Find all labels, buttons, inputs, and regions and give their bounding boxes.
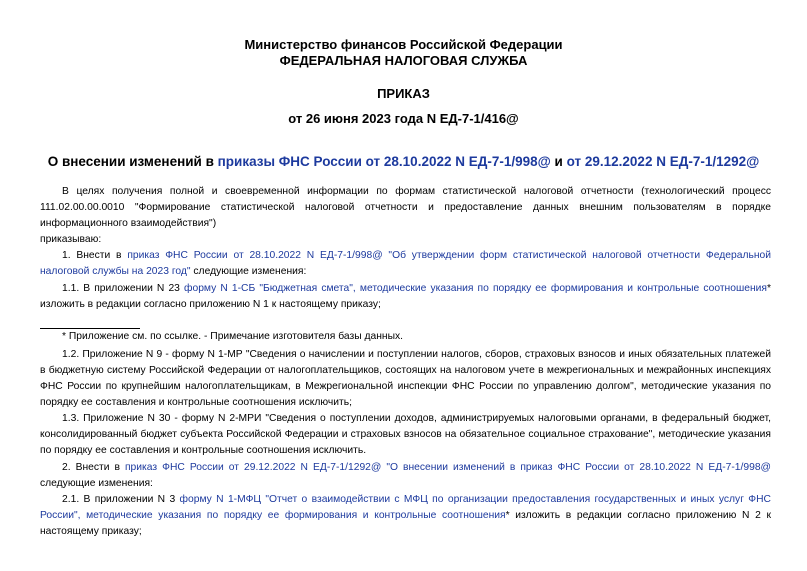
paragraph-2-suffix: следующие изменения: (40, 477, 153, 489)
title-link-order-1292[interactable]: от 29.12.2022 N ЕД-7-1/1292@ (566, 154, 760, 169)
paragraph-2 (40, 460, 771, 492)
title-prefix: О внесении изменений в (47, 154, 218, 169)
ministry-name: Министерство финансов Российской Федерации (244, 37, 563, 52)
document-date-number: от 26 июня 2023 года N ЕД-7-1/416@ (288, 111, 519, 126)
service-name: ФЕДЕРАЛЬНАЯ НАЛОГОВАЯ СЛУЖБА (279, 53, 528, 68)
paragraph-1-prefix: 1. Внести в (62, 250, 128, 262)
paragraph-1-1 (40, 281, 771, 313)
order-word: приказываю: (40, 234, 102, 246)
paragraph-1-suffix: следующие изменения: (190, 266, 307, 278)
paragraph-1-1-link[interactable]: форму N 1-СБ "Бюджетная смета", методические указания по порядку ее формирования и контрольные соотношения (184, 282, 767, 294)
paragraph-1-1-prefix: 1.1. В приложении N 23 (62, 282, 184, 294)
title-link-order-998[interactable]: приказы ФНС России от 28.10.2022 N ЕД-7-1/998@ (217, 154, 551, 169)
title-middle: и (550, 154, 567, 169)
footnote: * Приложение см. по ссылке. - Примечание изготовителя базы данных. (62, 330, 404, 342)
paragraph-1-link[interactable]: приказ ФНС России от 28.10.2022 N ЕД-7-1/998@ "Об утверждении форм статистической налоговой отчетности Федеральной налоговой службы на 2023 год" (40, 250, 771, 278)
paragraph-1-1-suffix: * изложить в редакции согласно приложению N 1 к настоящему приказу; (40, 282, 771, 310)
paragraph-2-prefix: 2. Внести в (62, 461, 125, 473)
paragraph-2-1 (40, 492, 771, 540)
paragraph-2-1-prefix: 2.1. В приложении N 3 (62, 493, 180, 505)
paragraph-1-2: 1.2. Приложение N 9 - форму N 1-МР "Сведения о начислении и поступлении налогов, сборов, страховых взносов и иных обязательных платежей в бюджетную систему Российской Федерации от налогоплательщиков, состоящих на налоговом учете в межрегиональных и межрайонных инспекциях ФНС России по крупнейшим налогоплательщикам, в Межрегиональной инспекции ФНС России по управлению долгом", методические указания по порядку ее составления и контрольные соотношения исключить; (40, 348, 771, 409)
paragraph-1 (40, 248, 771, 280)
document-body (40, 184, 771, 540)
paragraph-2-1-suffix: * изложить в редакции согласно приложению N 2 к настоящему приказу; (40, 509, 771, 537)
paragraph-2-1-link[interactable]: форму N 1-МФЦ "Отчет о взаимодействии с МФЦ по организации предоставления государственных и иных услуг ФНС России", методические указания по порядку ее формирования и контрольные соотношения (40, 493, 771, 521)
intro-paragraph: В целях получения полной и своевременной информации по формам статистической налоговой отчетности (технологический процесс 111.02.00.00.0010 "Формирование статистической налоговой отчетности и предоставление данных внешним пользователям в порядке информационного взаимодействия") (40, 186, 771, 230)
paragraph-1-3: 1.3. Приложение N 30 - форму N 2-МРИ "Сведения о поступлении доходов, администрируемых налоговыми органами, в федеральный бюджет, консолидированный бюджет субъекта Российской Федерации и страховых взносов на обязательное социальное страхование", методические указания по порядку ее составления и контрольные соотношения исключить. (40, 413, 771, 457)
document-title (0, 153, 807, 170)
document-type: ПРИКАЗ (377, 86, 430, 101)
paragraph-2-link[interactable]: приказ ФНС России от 29.12.2022 N ЕД-7-1/1292@ "О внесении изменений в приказ ФНС России от 28.10.2022 N ЕД-7-1/998@ (124, 461, 771, 473)
